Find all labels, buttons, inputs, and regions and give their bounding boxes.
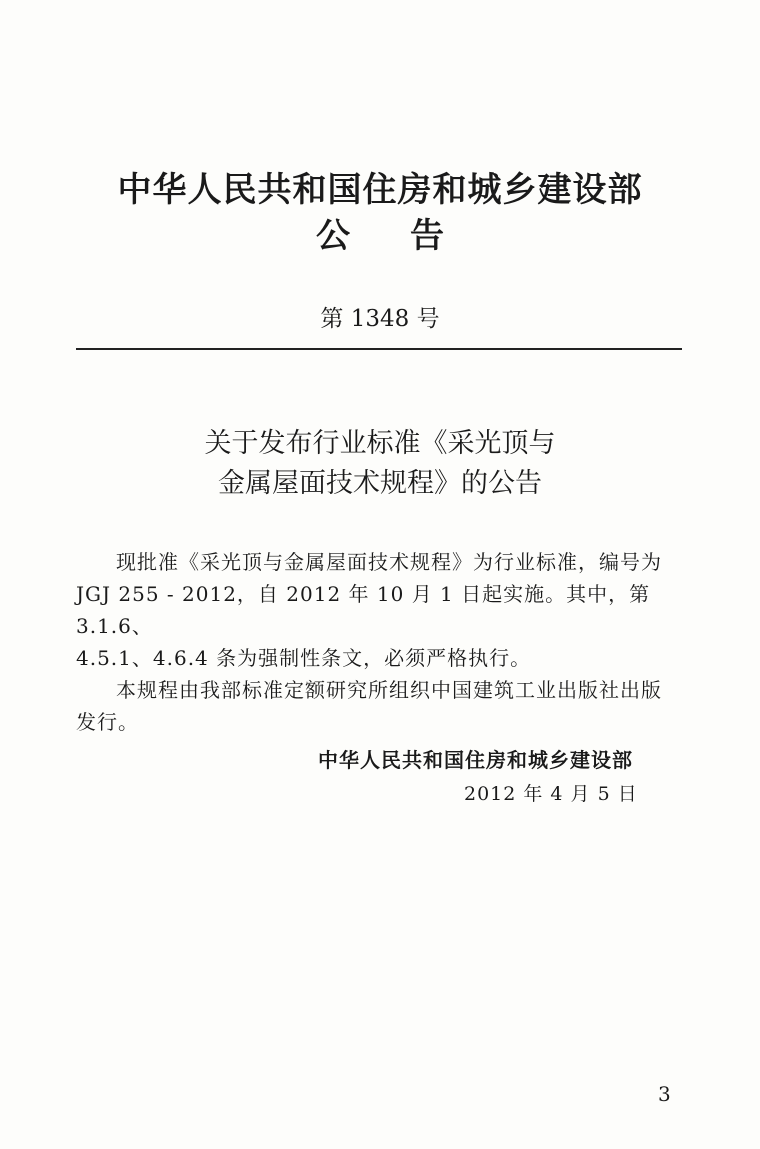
notice-subject [0, 424, 760, 504]
horizontal-divider [76, 348, 682, 350]
body-paragraph-1 [76, 546, 696, 674]
body-line: 4.5.1、4.6.4 条为强制性条文，必须严格执行。 [76, 646, 532, 670]
body-line: 本规程由我部标准定额研究所组织中国建筑工业出版社出版 [116, 678, 662, 702]
page-number: 3 [658, 1082, 671, 1106]
body-line: 现批准《采光顶与金属屋面技术规程》为行业标准，编号为 [116, 550, 662, 574]
signature-issuer: 中华人民共和国住房和城乡建设部 [318, 748, 633, 772]
ministry-title: 中华人民共和国住房和城乡建设部 [117, 170, 643, 210]
body-paragraph-2 [76, 674, 696, 738]
body-line: 发行。 [76, 710, 139, 734]
subject-line-1: 关于发布行业标准《采光顶与 [204, 428, 556, 459]
body-line: JGJ 255 - 2012，自 2012 年 10 月 1 日起实施。其中，第 3.1.6、 [76, 582, 651, 638]
document-type-title: 公告 [316, 216, 504, 256]
subject-line-2: 金属屋面技术规程》的公告 [218, 468, 542, 499]
issue-date: 2012 年 4 月 5 日 [464, 783, 638, 805]
notice-number: 第 1348 号 [320, 306, 440, 332]
notice-body [76, 546, 696, 738]
